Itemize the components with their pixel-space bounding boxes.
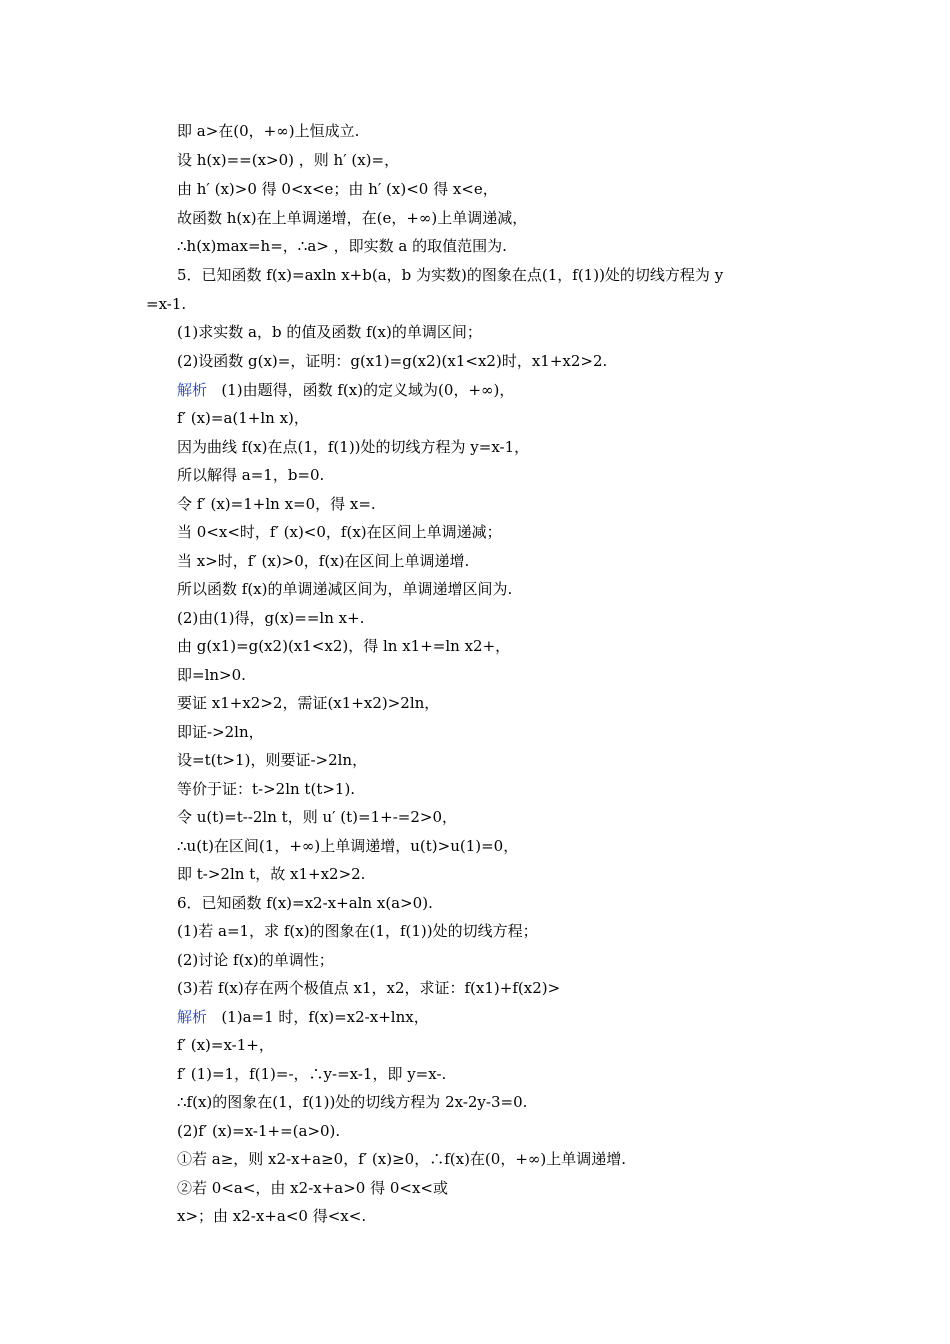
text-line: 当 x>时，f′ (x)>0，f(x)在区间上单调递增. xyxy=(177,552,470,570)
text-line: 所以函数 f(x)的单调递减区间为，单调递增区间为. xyxy=(177,580,513,598)
text-line: 所以解得 a=1，b=0. xyxy=(177,466,325,484)
problem-5-stem: 5．已知函数 f(x)=axln x+b(a，b 为实数)的图象在点(1，f(1))处的切线方程为 y xyxy=(177,266,724,284)
problem-6-stem: 6．已知函数 f(x)=x2-x+aln x(a>0). xyxy=(177,894,433,912)
text-line: (2)f′ (x)=x-1+=(a>0). xyxy=(177,1122,341,1140)
problem-5-stem-cont: =x-1. xyxy=(146,295,187,313)
text-line: (2)由(1)得，g(x)==ln x+. xyxy=(177,609,365,627)
text-line: 设 h(x)==(x>0) ，则 h′ (x)=， xyxy=(177,151,400,169)
text-line: 即 t->2ln t，故 x1+x2>2. xyxy=(177,865,366,883)
text-line: ∴h(x)max=h=，∴a> ，即实数 a 的取值范围为. xyxy=(177,237,507,255)
solution-6-line xyxy=(177,1007,429,1027)
text-line: ①若 a≥，则 x2-x+a≥0，f′ (x)≥0，∴f(x)在(0，+∞)上单调递增. xyxy=(177,1150,626,1168)
text-line: 当 0<x<时，f′ (x)<0，f(x)在区间上单调递减； xyxy=(177,523,502,541)
text-line: x>；由 x2-x+a<0 得<x<. xyxy=(177,1207,367,1225)
text-line: ∴u(t)在区间(1，+∞)上单调递增，u(t)>u(1)=0， xyxy=(177,837,519,855)
solution-5-line xyxy=(177,380,514,400)
analysis-label: 解析 xyxy=(177,381,208,399)
text-line: 故函数 h(x)在上单调递增，在(e，+∞)上单调递减， xyxy=(177,209,528,227)
text-line: 因为曲线 f(x)在点(1，f(1))处的切线方程为 y=x-1， xyxy=(177,438,530,456)
text-line: 由 h′ (x)>0 得 0<x<e；由 h′ (x)<0 得 x<e， xyxy=(177,180,498,198)
text-line: 设=t(t>1)，则要证->2ln， xyxy=(177,751,368,769)
text-line: 由 g(x1)=g(x2)(x1<x2)，得 ln x1+=ln x2+， xyxy=(177,637,511,655)
problem-6-part-1: (1)若 a=1，求 f(x)的图象在(1，f(1))处的切线方程； xyxy=(177,922,538,940)
text-line: 即 a>在(0，+∞)上恒成立. xyxy=(177,122,360,140)
problem-6-part-2: (2)讨论 f(x)的单调性； xyxy=(177,951,334,969)
problem-5-part-2: (2)设函数 g(x)=，证明：g(x1)=g(x2)(x1<x2)时，x1+x2>2. xyxy=(177,352,608,370)
text-line: 等价于证：t->2ln t(t>1). xyxy=(177,780,356,798)
text-line: 要证 x1+x2>2，需证(x1+x2)>2ln， xyxy=(177,694,440,712)
text-line: 即证->2ln， xyxy=(177,723,264,741)
problem-5-part-1: (1)求实数 a，b 的值及函数 f(x)的单调区间； xyxy=(177,323,482,341)
text-line: f′ (x)=a(1+ln x)， xyxy=(177,409,309,427)
text-line: ②若 0<a<，由 x2-x+a>0 得 0<x<或 xyxy=(177,1179,448,1197)
problem-6-part-3: (3)若 f(x)存在两个极值点 x1，x2，求证：f(x1)+f(x2)> xyxy=(177,979,561,997)
text-line: 令 u(t)=t--2ln t，则 u′ (t)=1+-=2>0， xyxy=(177,808,457,826)
solution-text: (1)由题得，函数 f(x)的定义域为(0，+∞)， xyxy=(221,381,515,399)
text-line: 令 f′ (x)=1+ln x=0，得 x=. xyxy=(177,495,376,513)
text-line: f′ (x)=x-1+， xyxy=(177,1036,274,1054)
text-line: 即=ln>0. xyxy=(177,666,246,684)
text-line: f′ (1)=1，f(1)=-，∴y-=x-1，即 y=x-. xyxy=(177,1065,447,1083)
solution-text: (1)a=1 时，f(x)=x2-x+lnx， xyxy=(221,1008,429,1026)
analysis-label: 解析 xyxy=(177,1008,208,1026)
text-line: ∴f(x)的图象在(1，f(1))处的切线方程为 2x-2y-3=0. xyxy=(177,1093,528,1111)
